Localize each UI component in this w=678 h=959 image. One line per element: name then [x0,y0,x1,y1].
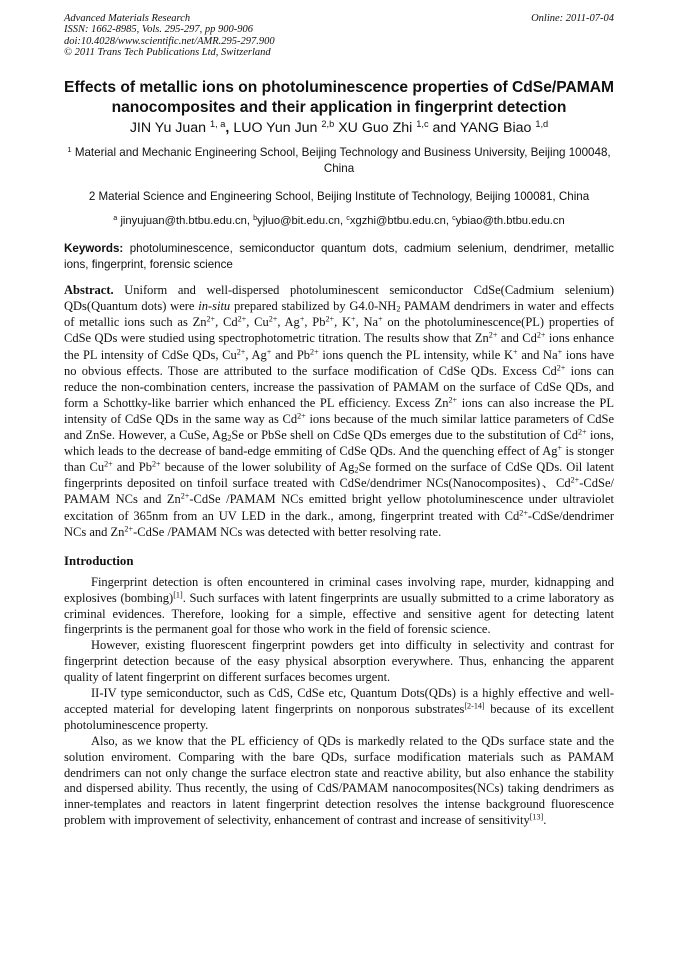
author-separator: , [225,120,230,137]
citation: [2-14] [464,701,485,711]
affiliation-number: 1 [67,145,72,155]
superscript: 2+ [151,459,161,469]
superscript: + [557,347,563,357]
superscript: 2+ [556,363,566,373]
email-address[interactable]: xgzhi@btbu.edu.cn, [349,215,449,228]
introduction-paragraph-2: However, existing fluorescent fingerprint powders get into difficulty in selectivity and contrast for fingerprint detection because of the easy physical absorption everywhere. Thus, enhancing the apparent quality of latent fingerprint on different surfaces becomes urgent. [64,638,614,685]
keywords [64,241,614,273]
superscript: 2+ [536,331,546,340]
abstract-text: Se or PbSe shell on CdSe QDs emerges due to the substitution of Cd [231,428,578,443]
email-mark: a [113,213,118,223]
superscript: 2+ [124,524,134,534]
paragraph-text: II-IV type semiconductor, such as CdS, CdSe etc, Quantum Dots(QDs) is a highly effective and well-accepted material for developing latent fingerprints on nonporous substrates [64,686,614,716]
author-affiliation-mark: 1,c [416,119,429,130]
subscript: 2 [396,304,401,314]
superscript: + [266,347,272,357]
email-list [64,215,614,227]
author-name: LUO Yun Jun [233,120,318,137]
subscript: 2 [227,433,232,443]
paragraph-text: Also, as we know that the PL efficiency of QDs is markedly related to the QDs surface state and the solution enviroment. Comparing with the bare QDs, surface modification materials such as PAMAM dendrimers can not only change the surface electron state and reactive ability, but also enhance the stability and dispersed ability. Thus recently, the using of CdS/PAMAM nanocomposites(NCs) taking dendrimers as inner-templates and reactors in latent fingerprint detection resolves the intense background fluorescence problem with improvement of selectivity, enhancement of contrast and increase of sensitivity [64,733,614,828]
paragraph-text: . [543,813,547,828]
superscript: + [351,314,356,324]
paper-title: Effects of metallic ions on photoluminescence properties of CdSe/PAMAM nanocomposites and their application in fingerprint detection [64,79,614,117]
author-name: JIN Yu Juan [129,120,207,137]
abstract-text: , Ag [245,347,267,362]
issn-line: ISSN: 1662-8985, Vols. 295-297, pp 900-906 [64,24,253,36]
abstract-text: Se formed on the surface of CdSe QDs. Oil latent fingerprints deposited on tinfoil surface treated with CdSe/dendrimer NCs(Nanocomposites)、Cd [64,460,615,491]
introduction-paragraph-1 [64,575,614,639]
abstract-text: PAMAM dendrimers in water and effects of metallic ions such as Zn [64,299,614,330]
superscript: 2+ [310,347,319,357]
citation: [1] [173,590,183,600]
author-affiliation-mark: 1, a [210,119,226,130]
abstract-text: ions can also increase the PL intensity of CdSe QDs in the same way as Cd [64,395,614,426]
author-affiliation-mark: 1,d [535,119,549,130]
publication-info [64,13,275,58]
affiliation-2: 2 Material Science and Engineering School, Beijing Institute of Technology, Beijing 100081, China [88,190,590,204]
abstract-text: prepared stabilized by G4.0-NH [233,299,397,314]
doi-line[interactable]: doi:10.4028/www.scientific.net/AMR.295-297.900 [64,35,275,47]
abstract-text: and Na [521,347,558,362]
superscript: 2+ [268,314,278,324]
keywords-label: Keywords: [64,242,124,256]
abstract-text: -CdSe /PAMAM NCs was detected with better resolving rate. [133,524,442,539]
keywords-text: photoluminescence, semiconductor quantum dots, cadmium selenium, dendrimer, metallic ions, fingerprint, forensic science [64,242,614,272]
abstract-text: ions have no obvious effects. Those are attributed to the surface modification of CdSe QDs. Excess Cd [64,347,615,378]
abstract-text: , Cu [246,315,269,330]
author-affiliation-mark: 2,b [321,119,335,130]
email-address[interactable]: jinyujuan@th.btbu.edu.cn, [120,215,250,228]
online-date: Online: 2011-07-04 [531,13,614,24]
email-address[interactable]: yjluo@bit.edu.cn, [257,215,344,228]
abstract-text: , Cd [215,315,238,330]
abstract-label: Abstract. [64,283,114,298]
superscript: + [299,314,305,324]
abstract-italic: in-situ [198,299,231,314]
affiliation-1 [64,145,614,177]
introduction-paragraph-3 [64,686,614,734]
copyright-line: © 2011 Trans Tech Publications Ltd, Switzerland [64,46,271,58]
abstract-text: ions can reduce the non-combination centers, increase the passivation of PAMAM on the surface of CdSe QDs, and form a Schottky-like barrier which enhanced the PL efficiency. Excess Zn [64,363,615,410]
running-header [64,13,614,58]
email-mark: c [346,213,350,223]
author-name: XU Guo Zhi [338,120,413,137]
superscript: 2+ [570,475,580,485]
abstract-text: and Pb [275,347,311,362]
introduction-body [64,575,614,830]
abstract-text: -CdSe/dendrimer NCs and Zn [64,508,614,539]
author-conjunction: and [432,120,457,137]
abstract-text: , Na [355,315,379,330]
abstract-text: ions quench the PL intensity, while K [322,347,514,362]
superscript: 2+ [325,314,335,324]
paragraph-text: because of its excellent photoluminescence property. [64,701,614,732]
superscript: 2+ [488,331,498,340]
author-list [64,120,614,136]
abstract-text: Uniform and well-dispersed photoluminescent semiconductor CdSe(Cadmium selenium) QDs(Quantum dots) were [64,283,614,314]
abstract-text: -CdSe /PAMAM NCs emitted bright yellow photoluminescence under ultraviolet excitation of 365nm from an UV LED in the dark., among, fingerprint treated with Cd [64,492,614,523]
abstract-text: , Ag [277,315,300,330]
superscript: 2+ [578,427,587,437]
superscript: 2+ [448,395,458,405]
author-name: YANG Biao [459,120,532,137]
abstract-text: is stonger than Cu [64,444,614,475]
affiliation-text: Material and Mechanic Engineering School, Beijing Technology and Business University, Beijing 100048, China [74,146,611,176]
superscript: + [513,347,518,357]
introduction-heading: Introduction [64,553,134,568]
introduction-paragraph-4 [64,734,614,829]
email-mark: c [452,213,456,223]
email-mark: b [253,213,258,223]
paragraph-text: Fingerprint detection is often encountered in criminal cases involving rape, murder, kidnapping and explosives (bombing) [64,574,614,605]
paragraph-text: . Such surfaces with latent fingerprints are usually submitted to a crime laboratory as criminal evidences. Therefore, looking for a simple, effective and sensitive agent for detecting latent fingerprints is the permanent goal for those who work in the field of forensic science. [64,590,614,637]
journal-name: Advanced Materials Research [64,13,191,24]
superscript: 2+ [297,411,306,421]
superscript: 2+ [236,347,246,357]
superscript: 2+ [104,459,113,469]
abstract-text: , K [334,315,352,330]
abstract-text: ions enhance the PL intensity of CdSe QDs, Cu [64,331,615,362]
superscript: 2+ [519,508,528,518]
abstract-text: ions because of the much similar lattice parameters of CdSe and ZnSe. However, a CuSe, Ag [64,411,614,443]
abstract-text: and Cd [500,331,537,346]
superscript: 2+ [237,314,247,324]
abstract-text: because of the lower solubility of Ag [164,460,355,475]
abstract-text: -CdSe/ PAMAM NCs and Zn [64,476,614,507]
superscript: + [557,443,563,453]
abstract-text: , Pb [304,315,326,330]
abstract-text: ions, which leads to the decrease of band-edge emmiting of CdSe QDs. And the quenching effect of Ag [64,428,614,459]
abstract-text: on the photoluminescence(PL) properties of CdSe QDs were studied using spectrophotometric titration. The results show that Zn [64,315,614,346]
superscript: 2+ [206,314,216,324]
email-address[interactable]: ybiao@th.btbu.edu.cn [455,215,565,228]
abstract-text: and Pb [116,460,152,475]
subscript: 2 [354,465,359,475]
superscript: + [378,314,383,324]
citation: [13] [529,812,544,822]
abstract [64,282,614,540]
superscript: 2+ [180,491,190,501]
